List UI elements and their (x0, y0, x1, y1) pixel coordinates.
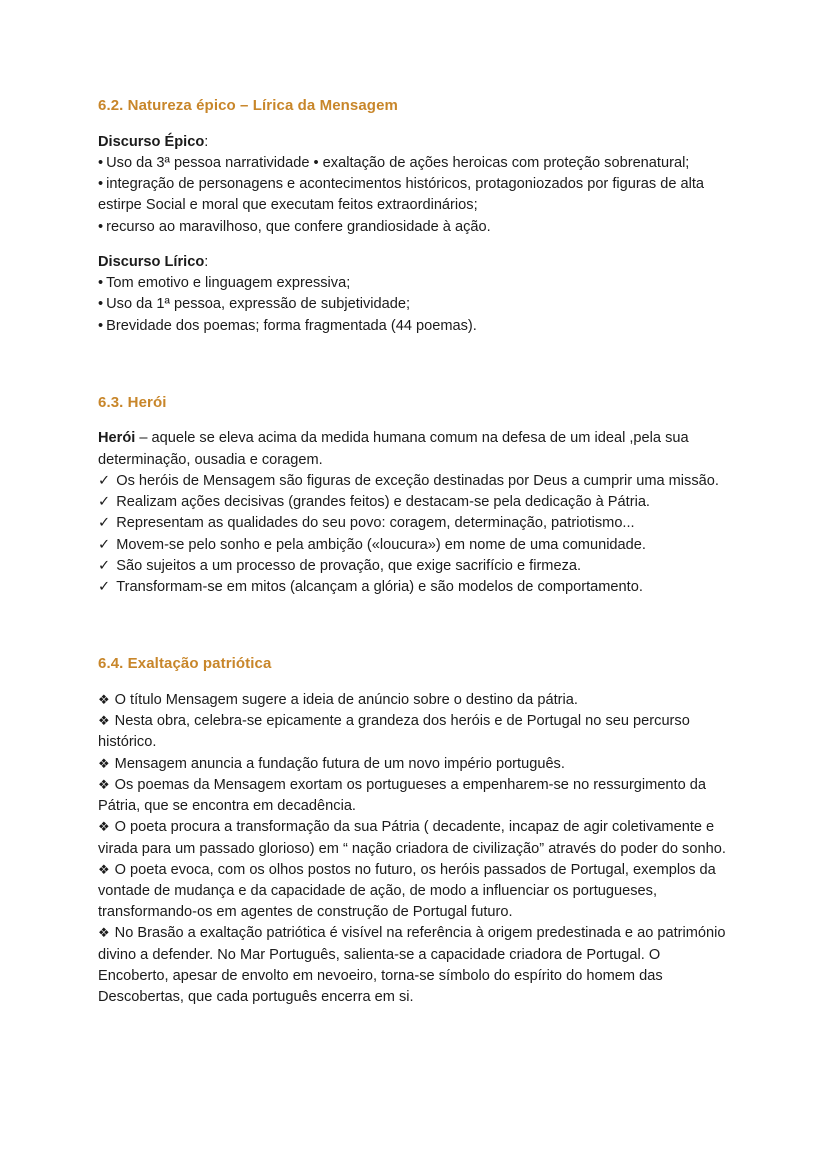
list-item (98, 217, 726, 238)
list-item-text: Nesta obra, celebra-se epicamente a grandeza dos heróis e de Portugal no seu percurso histórico. (98, 713, 690, 751)
list-item (98, 153, 726, 174)
check-bullet-icon: ✓ (98, 536, 111, 553)
subhead-suffix: : (204, 253, 209, 270)
heroi-definition (98, 428, 726, 470)
list-item-text: Tom emotivo e linguagem expressiva; (106, 275, 351, 292)
document-content (98, 97, 726, 1008)
list-item (98, 174, 726, 216)
list-item (98, 556, 726, 577)
subhead-discurso-lirico (98, 252, 726, 273)
list-item (98, 492, 726, 513)
list-item (98, 273, 726, 294)
dot-bullet-icon: • (98, 317, 104, 334)
dot-bullet-icon: • (98, 154, 104, 171)
section-heading-6-3: 6.3. Herói (98, 393, 167, 411)
list-item (98, 860, 726, 924)
heroi-term: Herói (98, 430, 136, 447)
list-item-text: Representam as qualidades do seu povo: coragem, determinação, patriotismo... (116, 515, 635, 532)
section-6-3 (98, 394, 726, 599)
list-item-text: Uso da 3ª pessoa narratividade • exaltação de ações heroicas com proteção sobrenatural; (106, 154, 690, 171)
diamond-bullet-icon: ❖ (98, 861, 110, 877)
heroi-definition-text: – aquele se eleva acima da medida humana comum na defesa de um ideal ,pela sua determinação, ousadia e coragem. (98, 430, 689, 468)
list-item (98, 754, 726, 775)
list-item (98, 471, 726, 492)
subhead-discurso-epico (98, 132, 726, 153)
section-heading-6-2: 6.2. Natureza épico – Lírica da Mensagem (98, 97, 398, 114)
section-6-4 (98, 655, 726, 1008)
list-item-text: Os poemas da Mensagem exortam os portugueses a empenharem-se no ressurgimento da Pátria, que se encontra em decadência. (98, 776, 707, 815)
check-bullet-icon: ✓ (98, 579, 111, 595)
list-exaltacao-patriotica (98, 690, 726, 1008)
list-item-text: Transformam-se em mitos (alcançam a glória) e são modelos de comportamento. (116, 579, 643, 595)
list-item-text: O título Mensagem sugere a ideia de anúncio sobre o destino da pátria. (114, 691, 578, 708)
list-item-text: integração de personagens e acontecimentos históricos, protagoniozados por figuras de alta estirpe Social e moral que executam feitos extraordinários; (98, 176, 705, 214)
subhead-label: Discurso Lírico (98, 253, 205, 270)
check-bullet-icon: ✓ (98, 557, 111, 574)
subhead-suffix: : (204, 133, 209, 150)
diamond-bullet-icon: ❖ (98, 691, 110, 707)
list-item-text: Movem-se pelo sonho e pela ambição («loucura») em nome de uma comunidade. (116, 536, 646, 553)
dot-bullet-icon: • (98, 218, 104, 235)
list-item (98, 316, 726, 337)
list-heroi-traits (98, 471, 726, 598)
list-item (98, 577, 726, 598)
list-discurso-epico (98, 153, 726, 238)
section-6-2 (98, 97, 726, 337)
list-item-text: Os heróis de Mensagem são figuras de exceção destinadas por Deus a cumprir uma missão. (116, 472, 719, 489)
list-item (98, 775, 726, 817)
list-item-text: São sujeitos a um processo de provação, que exige sacrifício e firmeza. (116, 557, 582, 574)
list-item (98, 513, 726, 534)
dot-bullet-icon: • (98, 275, 104, 292)
list-item (98, 711, 726, 753)
section-heading-6-4: 6.4. Exaltação patriótica (98, 655, 272, 673)
check-bullet-icon: ✓ (98, 494, 111, 511)
check-bullet-icon: ✓ (98, 472, 111, 489)
block-spacer (98, 238, 726, 252)
dot-bullet-icon: • (98, 296, 104, 313)
list-item-text: Uso da 1ª pessoa, expressão de subjetividade; (106, 296, 411, 313)
list-item (98, 817, 726, 859)
subhead-label: Discurso Épico (98, 133, 205, 150)
list-item (98, 690, 726, 711)
list-item (98, 535, 726, 556)
list-item-text: recurso ao maravilhoso, que confere grandiosidade à ação. (106, 218, 491, 235)
list-item-text: No Brasão a exaltação patriótica é visível na referência à origem predestinada e ao património divino a defender. No Mar Português, salienta-se a capacidade criadora de Portugal. O Encoberto, apesar de envolto em nevoeiro, torna-se símbolo do espírito do homem das Descobertas, que cada português encerra em si. (98, 925, 726, 1006)
list-item (98, 923, 726, 1008)
list-item-text: Realizam ações decisivas (grandes feitos) e destacam-se pela dedicação à Pátria. (116, 494, 650, 511)
list-item-text: O poeta procura a transformação da sua Pátria ( decadente, incapaz de agir coletivamente e virada para um passado glorioso) em “ nação criadora de civilização” através do poder do sonho. (98, 819, 726, 857)
diamond-bullet-icon: ❖ (98, 819, 110, 835)
list-item-text: Brevidade dos poemas; forma fragmentada (44 poemas). (106, 317, 477, 334)
diamond-bullet-icon: ❖ (98, 925, 110, 941)
list-item (98, 294, 726, 315)
check-bullet-icon: ✓ (98, 515, 111, 532)
list-item-text: Mensagem anuncia a fundação futura de um novo império português. (114, 755, 565, 772)
diamond-bullet-icon: ❖ (98, 713, 110, 729)
list-discurso-lirico (98, 273, 726, 337)
diamond-bullet-icon: ❖ (98, 776, 110, 792)
diamond-bullet-icon: ❖ (98, 755, 110, 771)
dot-bullet-icon: • (98, 176, 104, 193)
list-item-text: O poeta evoca, com os olhos postos no futuro, os heróis passados de Portugal, exemplos da vontade de mudança e da capacidade de ação, de modo a influenciar os portugueses, transformando-os em agentes de construção de Portugal futuro. (98, 861, 716, 921)
